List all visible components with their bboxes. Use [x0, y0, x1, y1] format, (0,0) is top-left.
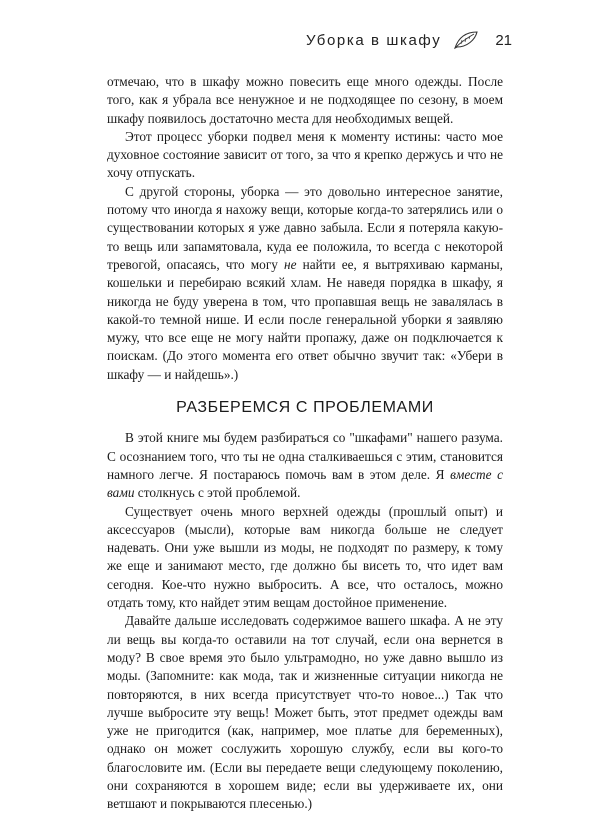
running-title: Уборка в шкафу — [305, 31, 442, 49]
paragraph-6: Давайте дальше исследовать содержимое вашего шкафа. А не эту ли вещь вы когда-то оставили на тот случай, если она вернется в моду? В свое время это было ультрамодно, но уже давно вышло из моды. (Запомните: как мода, так и жизненные ситуации никогда не повторяются, в них всегда присутствует что-то новое...) Так что лучше выбросите эту вещь! Может быть, этот предмет одежды вам уже не пригодится (как, например, мое платье для беременных), однако он может сослужить хорошую службу, если вы кого-то благословите им. (Если вы передаете вещи следующему поколению, они сохраняются в хорошем виде; если вы удерживаете их, они ветшают и покрываются плесенью.) — [107, 613, 503, 812]
paragraph-4-emphasis: вместе с вами — [107, 466, 503, 501]
paragraph-3-part-a: С другой стороны, уборка — это довольно интересное занятие, потому что иногда я нахожу вещи, которые когда-то затерялись или о существовании которых я уже давно забыла. Если я потеряла какую-то вещь или запамятовала, куда ее положила, то всегда с некоторой тревогой, опасаясь, что могу — [107, 183, 503, 272]
running-header — [306, 30, 512, 50]
paragraph-1: отмечаю, что в шкафу можно повесить еще много одежды. После того, как я убрала все ненужное и не подходящее по сезону, в моем шкафу появилось достаточно места для необходимых вещей. — [107, 74, 503, 126]
leaf-icon — [453, 30, 479, 50]
page-number: 21 — [495, 31, 512, 49]
paragraph-4 — [107, 429, 503, 502]
paragraph-4-part-b: столкнусь с этой проблемой. — [134, 485, 301, 501]
paragraph-4-part-a: В этой книге мы будем разбираться со "шкафами" нашего разума. С осознанием того, что ты не одна сталкиваешься с этим, становится намного легче. Я постараюсь помочь вам в этом деле. Я — [107, 430, 503, 482]
paragraph-3 — [107, 183, 503, 384]
page-body — [107, 73, 503, 814]
paragraph-5: Существует очень много верхней одежды (прошлый опыт) и аксессуаров (мысли), которые вам никогда больше не следует надевать. Они уже вышли из моды, не подходят по размеру, к тому же еще и занимают место, где должно бы висеть то, что идет вам сегодня. Кое-что нужно выбросить. А все, что осталось, можно отдать тому, кто найдет этим вещам достойное применение. — [107, 503, 503, 611]
paragraph-2: Этот процесс уборки подвел меня к моменту истины: часто мое духовное состояние зависит от того, за что я крепко держусь и что не хочу отпускать. — [107, 128, 503, 181]
paragraph-3-part-b: найти ее, я вытряхиваю карманы, кошельки и перебираю всякий хлам. Не наведя порядка в шкафу, я никогда не буду уверена в том, что пропавшая вещь не завалялась в какой-то темной нише. И если после генеральной уборки я заявляю мужу, что все еще не могу найти пропажу, даже он подключается к поискам. (До этого момента его ответ обычно звучит так: «Убери в шкафу — и найдешь».) — [107, 256, 503, 382]
section-heading: РАЗБЕРЕМСЯ С ПРОБЛЕМАМИ — [176, 399, 434, 417]
paragraph-3-emphasis: не — [284, 256, 297, 272]
